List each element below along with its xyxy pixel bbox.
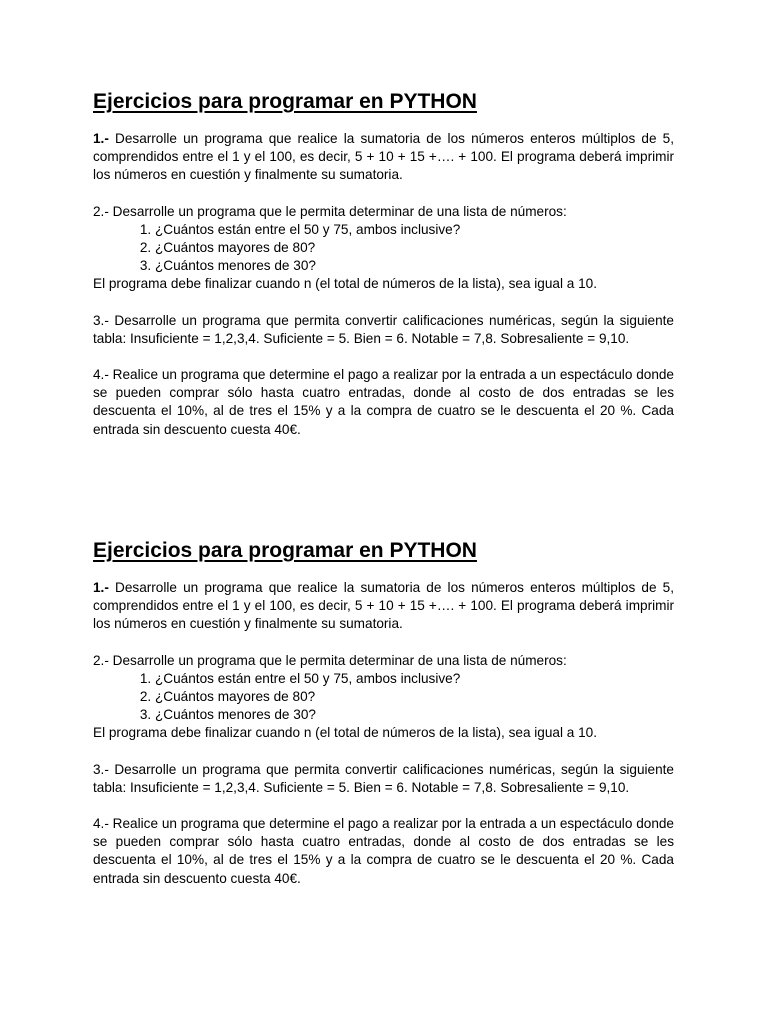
list-item: 1. ¿Cuántos están entre el 50 y 75, ambos inclusive? <box>155 221 674 239</box>
exercise-3: 3.- Desarrolle un programa que permita convertir calificaciones numéricas, según la siguiente tabla: Insuficiente = 1,2,3,4. Suficiente = 5. Bien = 6. Notable = 7,8. Sobresaliente = 9,10. <box>93 761 674 795</box>
section-title: Ejercicios para programar en PYTHON <box>93 90 477 113</box>
list-item: 3. ¿Cuántos menores de 30? <box>155 257 674 275</box>
exercise-1 <box>93 579 674 634</box>
exercise-1-number: 1.- <box>93 580 109 595</box>
list-item: 3. ¿Cuántos menores de 30? <box>155 706 674 724</box>
exercise-2-list <box>93 221 674 276</box>
exercise-4: 4.- Realice un programa que determine el pago a realizar por la entrada a un espectáculo donde se pueden comprar sólo hasta cuatro entradas, donde al costo de dos entradas se les descuenta el 10%, al de tres el 15% y a la compra de cuatro se le descuenta el 20 %. Cada entrada sin descuento cuesta 40€. <box>93 367 674 437</box>
exercise-section-2 <box>93 537 674 888</box>
exercise-2-list <box>93 670 674 725</box>
exercise-2-closing: El programa debe finalizar cuando n (el total de números de la lista), sea igual a 10. <box>93 725 598 741</box>
section-title: Ejercicios para programar en PYTHON <box>93 539 477 562</box>
exercise-1-number: 1.- <box>93 131 109 146</box>
list-item: 2. ¿Cuántos mayores de 80? <box>155 239 674 257</box>
exercise-4: 4.- Realice un programa que determine el pago a realizar por la entrada a un espectáculo donde se pueden comprar sólo hasta cuatro entradas, donde al costo de dos entradas se les descuenta el 10%, al de tres el 15% y a la compra de cuatro se le descuenta el 20 %. Cada entrada sin descuento cuesta 40€. <box>93 816 674 886</box>
list-item: 2. ¿Cuántos mayores de 80? <box>155 688 674 706</box>
exercise-1-text: Desarrolle un programa que realice la sumatoria de los números enteros múltiplos de 5, comprendidos entre el 1 y el 100, es decir, 5 + 10 + 15 +…. + 100. El programa deberá imprimir los números en cuestión y finalmente su sumatoria. <box>93 131 674 183</box>
exercise-section-1 <box>93 88 674 439</box>
exercise-1-text: Desarrolle un programa que realice la sumatoria de los números enteros múltiplos de 5, comprendidos entre el 1 y el 100, es decir, 5 + 10 + 15 +…. + 100. El programa deberá imprimir los números en cuestión y finalmente su sumatoria. <box>93 580 674 632</box>
exercise-2-intro: 2.- Desarrolle un programa que le permita determinar de una lista de números: <box>93 652 567 668</box>
exercise-3: 3.- Desarrolle un programa que permita convertir calificaciones numéricas, según la siguiente tabla: Insuficiente = 1,2,3,4. Suficiente = 5. Bien = 6. Notable = 7,8. Sobresaliente = 9,10. <box>93 312 674 346</box>
exercise-2-closing: El programa debe finalizar cuando n (el total de números de la lista), sea igual a 10. <box>93 276 598 292</box>
exercise-2-intro: 2.- Desarrolle un programa que le permita determinar de una lista de números: <box>93 203 567 219</box>
list-item: 1. ¿Cuántos están entre el 50 y 75, ambos inclusive? <box>155 670 674 688</box>
exercise-1 <box>93 130 674 185</box>
